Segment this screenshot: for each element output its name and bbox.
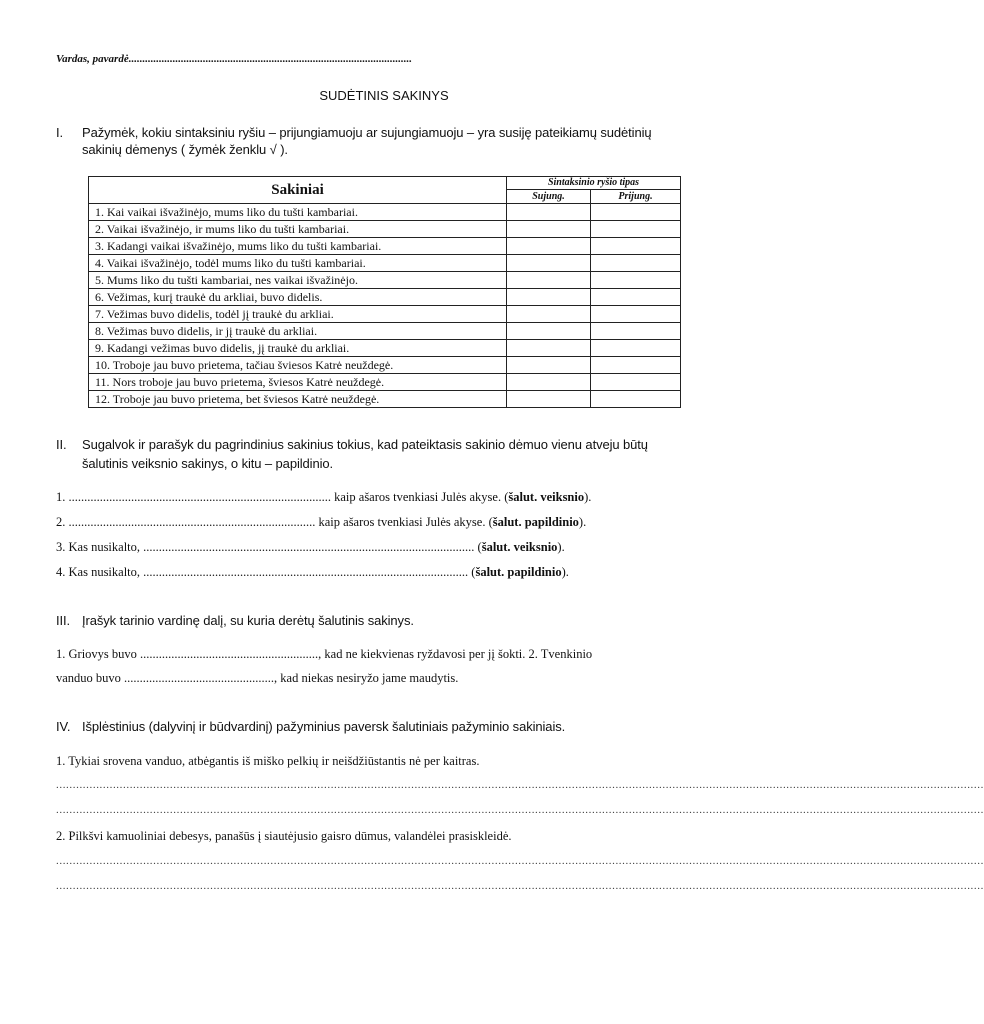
- item-tag: šalut. veiksnio: [481, 540, 558, 554]
- sentence-cell: 2. Vaikai išvažinėjo, ir mums liko du tušti kambariai.: [89, 221, 507, 238]
- section-4-number: IV.: [56, 719, 71, 734]
- item-tag: šalut. veiksnio: [508, 490, 585, 504]
- sentence-cell: 11. Nors troboje jau buvo prietema, šviesos Katrė neuždegė.: [89, 374, 507, 391]
- item-suffix: ).: [561, 565, 569, 579]
- prijung-checkbox-cell[interactable]: [591, 306, 681, 323]
- item-text: ........................................................................................................ (: [143, 565, 476, 579]
- section-3-text: Įrašyk tarinio vardinę dalį, su kuria derėtų šalutinis sakinys.: [82, 613, 414, 628]
- table-row: [89, 289, 681, 306]
- prijung-checkbox-cell[interactable]: [591, 289, 681, 306]
- prijung-checkbox-cell[interactable]: [591, 391, 681, 408]
- item-text: .......................................................................................................... (: [143, 540, 482, 554]
- name-field-line: Vardas, pavardė.......................................................................................................: [56, 53, 412, 65]
- prijung-checkbox-cell[interactable]: [591, 272, 681, 289]
- answer-dotted-line: .....................................................................................................................................................................................................................................................................................: [56, 880, 984, 892]
- table-row: [89, 238, 681, 255]
- sentence-cell: 3. Kadangi vaikai išvažinėjo, mums liko du tušti kambariai.: [89, 238, 507, 255]
- exercise-2-item-2: [56, 515, 586, 530]
- prijung-checkbox-cell[interactable]: [591, 374, 681, 391]
- section-2-text-line2: šalutinis veiksnio sakinys, o kitu – papildinio.: [82, 456, 333, 471]
- section-4-heading: [56, 718, 565, 735]
- sujung-checkbox-cell[interactable]: [507, 272, 591, 289]
- table-row: [89, 255, 681, 272]
- table-row: [89, 306, 681, 323]
- section-2-heading: [56, 436, 648, 453]
- sentence-cell: 7. Vežimas buvo didelis, todėl jį traukė du arkliai.: [89, 306, 507, 323]
- sujung-checkbox-cell[interactable]: [507, 255, 591, 272]
- sentence-cell: 9. Kadangi vežimas buvo didelis, jį traukė du arkliai.: [89, 340, 507, 357]
- col-header-sujung: Sujung.: [507, 190, 591, 204]
- sentence-cell: 12. Troboje jau buvo prietema, bet šviesos Katrė neuždegė.: [89, 391, 507, 408]
- section-3-heading: [56, 612, 414, 629]
- sentence-cell: 4. Vaikai išvažinėjo, todėl mums liko du tušti kambariai.: [89, 255, 507, 272]
- item-suffix: ).: [557, 540, 565, 554]
- item-tag: šalut. papildinio: [475, 565, 562, 579]
- prijung-checkbox-cell[interactable]: [591, 204, 681, 221]
- sujung-checkbox-cell[interactable]: [507, 374, 591, 391]
- exercise-2-item-4: [56, 565, 569, 580]
- table-row: [89, 391, 681, 408]
- section-4-text: Išplėstinius (dalyvinį ir būdvardinį) pažyminius paversk šalutiniais pažyminio sakiniais.: [82, 719, 566, 734]
- item-text: kaip ašaros tvenkiasi Julės akyse. (: [315, 515, 493, 529]
- section-1-number: I.: [56, 125, 64, 140]
- sentence-cell: 8. Vežimas buvo didelis, ir jį traukė du arkliai.: [89, 323, 507, 340]
- col-header-prijung: Prijung.: [591, 190, 681, 204]
- item-prefix: 3. Kas nusikalto,: [56, 540, 144, 554]
- table-row: [89, 323, 681, 340]
- sujung-checkbox-cell[interactable]: [507, 221, 591, 238]
- sujung-checkbox-cell[interactable]: [507, 357, 591, 374]
- sujung-checkbox-cell[interactable]: [507, 306, 591, 323]
- sujung-checkbox-cell[interactable]: [507, 340, 591, 357]
- sujung-checkbox-cell[interactable]: [507, 238, 591, 255]
- exercise-3-line-2: vanduo buvo ................................................, kad niekas nesiryžo jame maudytis.: [56, 671, 459, 685]
- prijung-checkbox-cell[interactable]: [591, 357, 681, 374]
- sentence-cell: 10. Troboje jau buvo prietema, tačiau šviesos Katrė neuždegė.: [89, 357, 507, 374]
- answer-dotted-line: .....................................................................................................................................................................................................................................................................................: [56, 779, 984, 791]
- prijung-checkbox-cell[interactable]: [591, 340, 681, 357]
- answer-dotted-line: .....................................................................................................................................................................................................................................................................................: [56, 855, 984, 867]
- section-3-number: III.: [56, 613, 71, 628]
- item-prefix: 4. Kas nusikalto,: [56, 565, 144, 579]
- sentence-cell: 6. Vežimas, kurį traukė du arkliai, buvo didelis.: [89, 289, 507, 306]
- exercise-4-item-2: 2. Pilkšvi kamuoliniai debesys, panašūs į siautėjusio gaisro dūmus, valandėlei prasiskleidė.: [56, 829, 512, 843]
- exercise-2-item-1: [56, 490, 591, 505]
- prijung-checkbox-cell[interactable]: [591, 255, 681, 272]
- item-text: kaip ašaros tvenkiasi Julės akyse. (: [331, 490, 509, 504]
- item-suffix: ).: [584, 490, 592, 504]
- table-row: [89, 204, 681, 221]
- sujung-checkbox-cell[interactable]: [507, 391, 591, 408]
- prijung-checkbox-cell[interactable]: [591, 221, 681, 238]
- col-header-link-type: Sintaksinio ryšio tipas: [507, 177, 681, 190]
- col-header-sentences: Sakiniai: [89, 177, 507, 204]
- section-1-text-line2: sakinių dėmenys ( žymėk ženklu √ ).: [82, 142, 288, 157]
- table-row: [89, 340, 681, 357]
- exercise-2-item-3: [56, 540, 565, 555]
- item-tag: šalut. papildinio: [492, 515, 579, 529]
- prijung-checkbox-cell[interactable]: [591, 323, 681, 340]
- section-1-text-line1: Pažymėk, kokiu sintaksiniu ryšiu – prijungiamuoju ar sujungiamuoju – yra susiję pateikiamų sudėtinių: [82, 125, 652, 140]
- page-title: SUDĖTINIS SAKINYS: [319, 88, 449, 103]
- sujung-checkbox-cell[interactable]: [507, 204, 591, 221]
- item-prefix: 1. ....................................................................................: [56, 490, 331, 504]
- section-1-heading: [56, 124, 652, 141]
- table-row: [89, 374, 681, 391]
- exercise-4-item-1: 1. Tykiai srovena vanduo, atbėgantis iš miško pelkių ir neišdžiūstantis nė per kaitras.: [56, 754, 480, 768]
- section-2-text-line1: Sugalvok ir parašyk du pagrindinius sakinius tokius, kad pateiktasis sakinio dėmuo vienu atveju būtų: [82, 437, 648, 452]
- prijung-checkbox-cell[interactable]: [591, 238, 681, 255]
- exercise-3-line-1: 1. Griovys buvo ........................................................., kad ne kiekvienas ryždavosi per jį šokti. 2. Tvenkinio: [56, 647, 593, 661]
- item-prefix: 2. ...............................................................................: [56, 515, 316, 529]
- item-suffix: ).: [578, 515, 587, 529]
- table-row: [89, 221, 681, 238]
- section-2-number: II.: [56, 437, 67, 452]
- answer-dotted-line: .....................................................................................................................................................................................................................................................................................: [56, 804, 984, 816]
- sentences-table: [88, 176, 681, 408]
- sujung-checkbox-cell[interactable]: [507, 289, 591, 306]
- table-row: [89, 357, 681, 374]
- table-row: [89, 272, 681, 289]
- sujung-checkbox-cell[interactable]: [507, 323, 591, 340]
- sentence-cell: 1. Kai vaikai išvažinėjo, mums liko du tušti kambariai.: [89, 204, 507, 221]
- sentence-cell: 5. Mums liko du tušti kambariai, nes vaikai išvažinėjo.: [89, 272, 507, 289]
